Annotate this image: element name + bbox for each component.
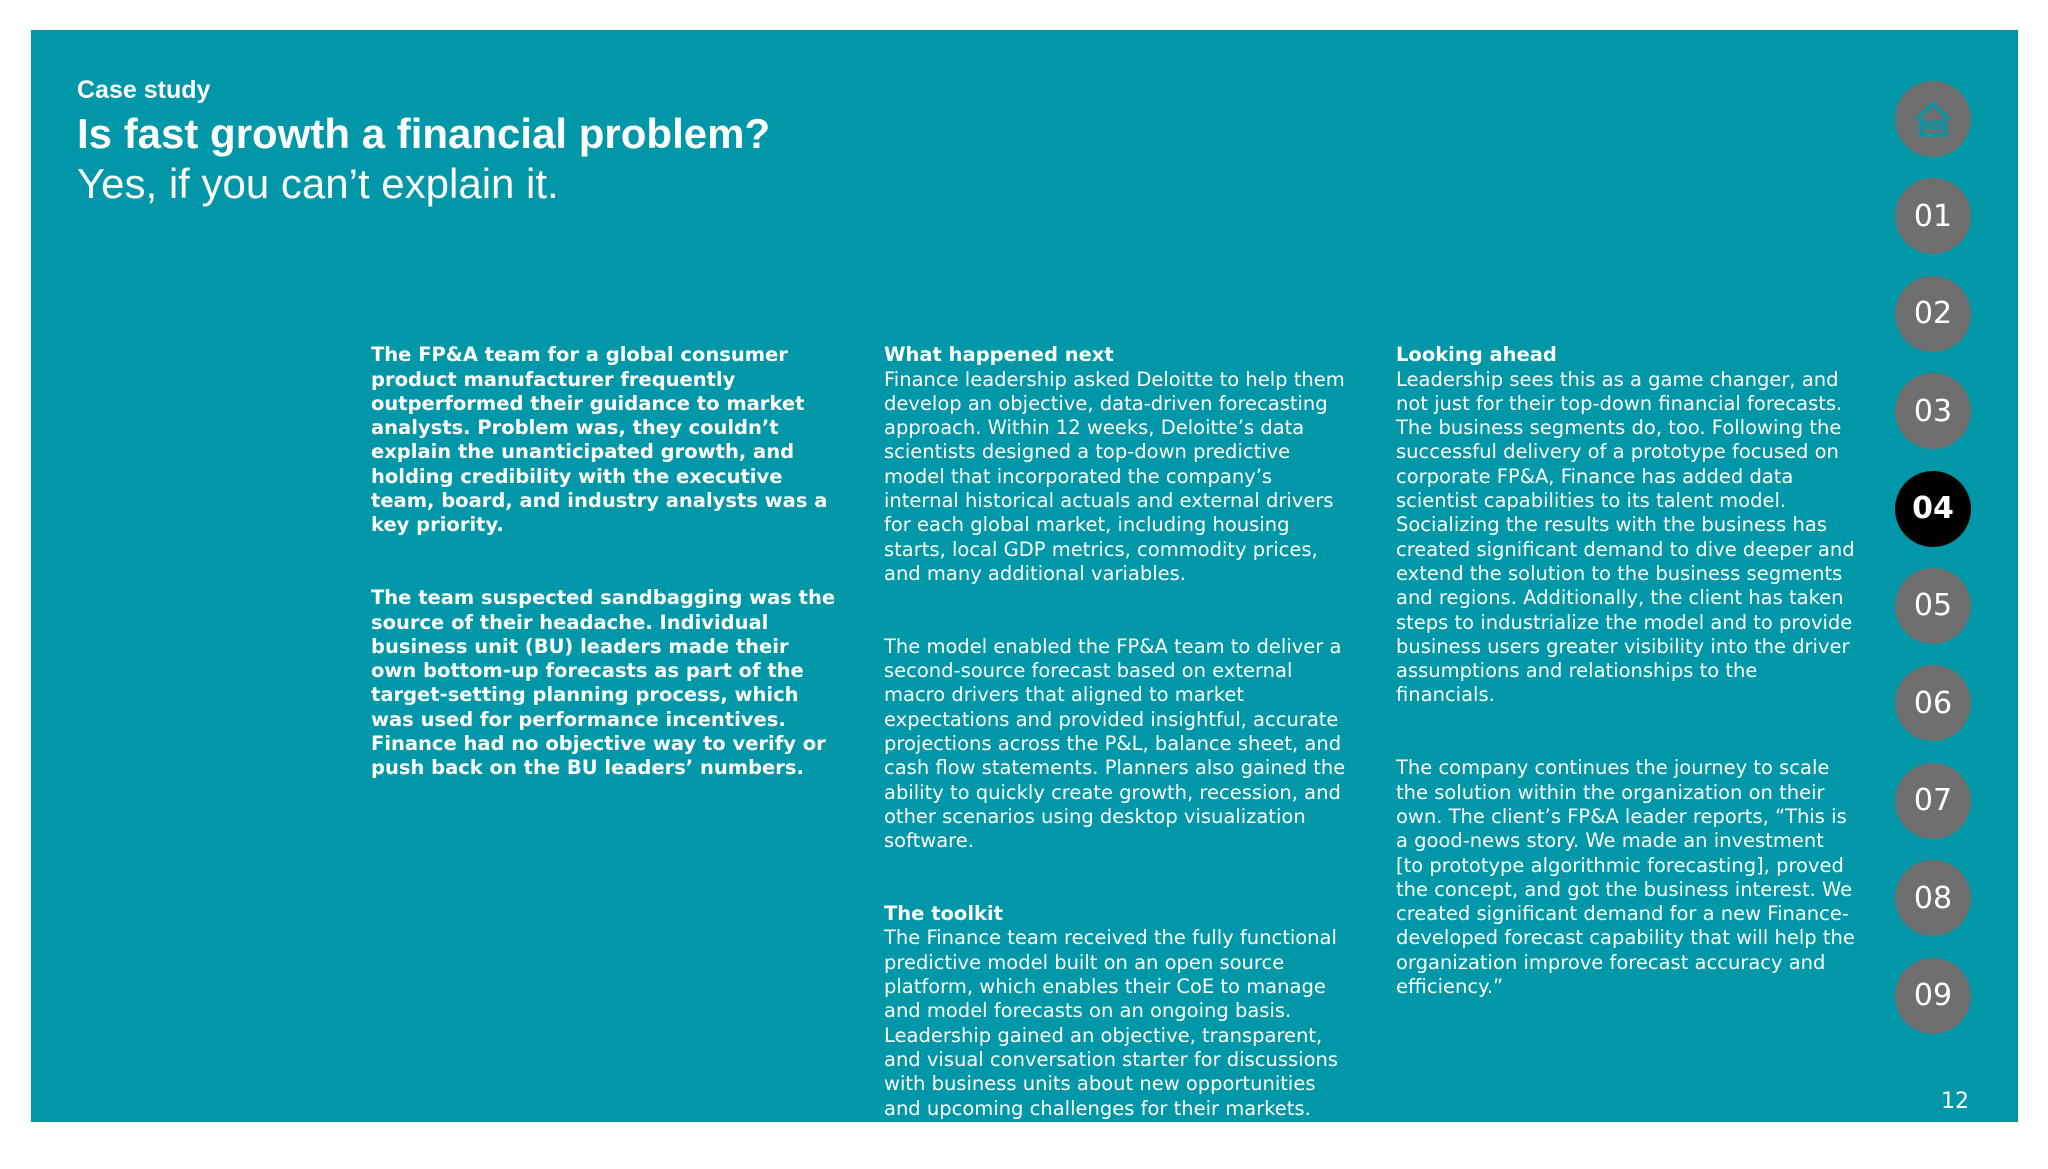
what-happened-section xyxy=(884,343,1364,586)
page-subtitle: Yes, if you can’t explain it. xyxy=(77,160,559,207)
home-icon xyxy=(1909,95,1957,143)
looking-ahead-section xyxy=(1396,343,1876,707)
column-challenge xyxy=(371,319,851,829)
home-button[interactable] xyxy=(1895,81,1971,157)
page-title: Is fast growth a financial problem? xyxy=(77,110,771,157)
nav-item-02[interactable]: 02 xyxy=(1895,276,1971,352)
looking-ahead-paragraph-2: The company continues the journey to scale the solution within the organization on their own. The client’s FP&A leader reports, “This is a good-news story. We made an investment [to prototype algorithmic forecasting], proved the concept, and got the business interest. We created significant demand for a new Finance- developed forecast capability that will help the organization improve forecast accuracy and efficiency.” xyxy=(1396,756,1855,999)
nav-item-09[interactable]: 09 xyxy=(1895,958,1971,1034)
column-looking-ahead xyxy=(1396,319,1876,1048)
column-what-happened xyxy=(884,319,1364,1169)
challenge-paragraph-1: The FP&A team for a global consumer product manufacturer frequently outperformed their guidance to market analysts. Problem was, they couldn’t explain the unanticipated growth, and holding credibility with the executive team, board, and industry analysts was a key priority. xyxy=(371,343,828,537)
slide xyxy=(31,30,2018,1122)
nav-item-07[interactable]: 07 xyxy=(1895,763,1971,839)
toolkit-paragraph: The Finance team received the fully functional predictive model built on an open source platform, which enables their CoE to manage and model forecasts on an ongoing basis. Leadership gained an objective, transparent, and visual conversation starter for discussions with business units about new opportunities and upcoming challenges for their markets. xyxy=(884,926,1339,1120)
what-happened-paragraph-2: The model enabled the FP&A team to deliver a second-source forecast based on external macro drivers that aligned to market expectations and provided insightful, accurate projections across the P&L, balance sheet, and cash flow statements. Planners also gained the ability to quickly create growth, recession, and other scenarios using desktop visualization software. xyxy=(884,634,1346,853)
nav-item-08[interactable]: 08 xyxy=(1895,860,1971,936)
looking-ahead-heading: Looking ahead xyxy=(1396,343,1557,367)
nav-item-05[interactable]: 05 xyxy=(1895,568,1971,644)
nav-item-04[interactable]: 04 xyxy=(1895,471,1971,547)
nav-item-01[interactable]: 01 xyxy=(1895,178,1971,254)
section-nav xyxy=(1895,81,1971,1055)
looking-ahead-paragraph-1: Leadership sees this as a game changer, and not just for their top-down financial forecasts. The business segments do, too. Following the successful delivery of a prototype focused on corporate FP&A, Finance has added data scientist capabilities to its talent model. Socializing the results with the business has created significant demand to dive deeper and extend the solution to the business segments and regions. Additionally, the client has taken steps to industrialize the model and to provide business users greater visibility into the driver assumptions and relationships to the financials. xyxy=(1396,367,1855,707)
toolkit-heading: The toolkit xyxy=(884,902,1003,926)
challenge-paragraph-2: The team suspected sandbagging was the source of their headache. Individual business unit (BU) leaders made their own bottom-up forecasts as part of the target-setting planning process, which was used for performance incentives. Finance had no objective way to verify or push back on the BU leaders’ numbers. xyxy=(371,586,836,780)
what-happened-heading: What happened next xyxy=(884,343,1114,367)
what-happened-paragraph-1: Finance leadership asked Deloitte to help them develop an objective, data-driven forecasting approach. Within 12 weeks, Deloitte’s data scientists designed a top-down predictive model that incorporated the company’s internal historical actuals and external drivers for each global market, including housing starts, local GDP metrics, commodity prices, and many additional variables. xyxy=(884,367,1345,585)
page-number: 12 xyxy=(1941,1089,1969,1114)
kicker: Case study xyxy=(77,76,211,104)
nav-item-03[interactable]: 03 xyxy=(1895,373,1971,449)
toolkit-section xyxy=(884,902,1364,1121)
nav-item-06[interactable]: 06 xyxy=(1895,665,1971,741)
